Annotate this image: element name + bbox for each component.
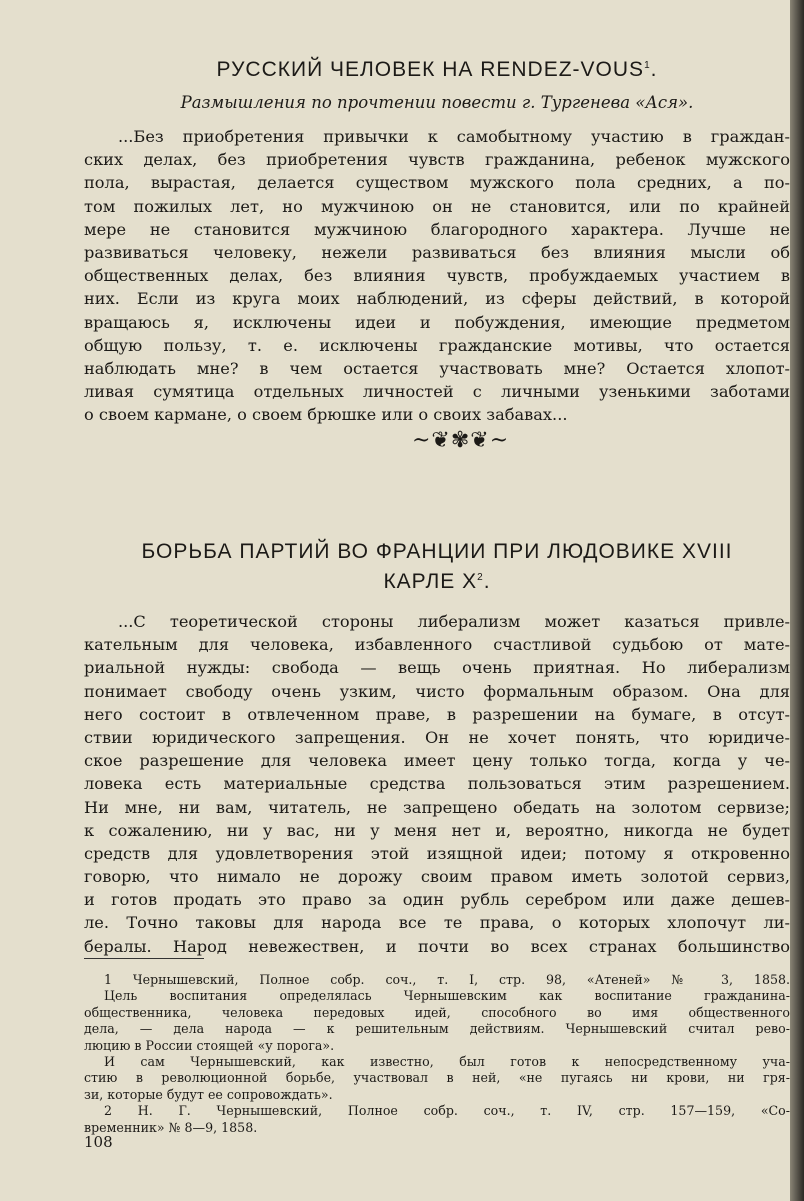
text-line: вращаюсь я, исключены идеи и побуждения, имеющие предметом: [84, 312, 790, 332]
footnote-line: И сам Чернышевский, как известно, был готов к непосредственному уча-: [104, 1053, 790, 1069]
text-line: бералы. Народ невежествен, и почти во всех странах большинство: [84, 936, 790, 956]
text-line: ...С теоретической стороны либерализм может казаться привле-: [118, 612, 790, 631]
footnote-line: общественника, человека передовых идей, способного во имя общественного: [84, 1004, 790, 1020]
page-number: 108: [84, 1133, 113, 1151]
footnote-line: дела, — дела народа — к решительным действиям. Чернышевский считал рево-: [84, 1021, 790, 1037]
text-line: развиваться человеку, нежели развиваться без влияния мысли об: [84, 242, 790, 262]
footnotes: [84, 972, 790, 1136]
footnote-line: стию в революционной борьбе, участвовал в ней, «не пугаясь ни крови, ни гря-: [84, 1070, 790, 1086]
footnote-ref-1: 1: [644, 60, 651, 71]
text-line: и готов продать это право за один рубль серебром или даже дешев-: [84, 890, 790, 910]
text-line: говорю, что нимало не дорожу своим правом иметь золотой сервиз,: [84, 867, 790, 887]
footnote-line: зи, которые будут ее сопровождать».: [84, 1086, 333, 1102]
text-line: ское разрешение для человека имеет цену только тогда, когда у че-: [84, 751, 790, 771]
footnote-line: временник» № 8—9, 1858.: [84, 1119, 258, 1135]
text-line: общую пользу, т. е. исключены гражданские мотивы, что остается: [84, 335, 790, 355]
text-line: общественных делах, без влияния чувств, пробуждаемых участием в: [84, 266, 790, 286]
text-line: ских делах, без приобретения чувств гражданина, ребенок мужского: [84, 150, 790, 170]
text-line: пола, вырастая, делается существом мужского пола средних, а по-: [84, 173, 790, 193]
footnote-line: 1 Чернышевский, Полное собр. соч., т. I, стр. 98, «Атеней» № 3, 1858.: [104, 972, 790, 987]
text-line: том пожилых лет, но мужчиною он не становится, или по крайней: [84, 196, 790, 216]
footnote-ref-2: 2: [477, 572, 484, 583]
section2-title-text: КАРЛЕ X: [383, 570, 478, 593]
text-line: них. Если из круга моих наблюдений, из сферы действий, в которой: [84, 289, 790, 309]
section1-title: РУССКИЙ ЧЕЛОВЕК НА RENDEZ-VOUS$^1$.: [216, 58, 658, 81]
text-line: средств для удовлетворения этой изящной идеи; потому я откровенно: [84, 843, 790, 863]
text-line: него состоит в отвлеченном праве, в разрешении на бумаге, в отсут-: [84, 704, 790, 724]
text-line: мере не становится мужчиною благородного характера. Лучше не: [84, 219, 790, 239]
footnote-line: люцию в России стоящей «у порога».: [84, 1037, 335, 1053]
text-line: о своем кармане, о своем брюшке или о своих забавах...: [84, 405, 568, 425]
section1-title-text: РУССКИЙ ЧЕЛОВЕК НА RENDEZ-VOUS: [216, 58, 645, 81]
section1-body: [84, 125, 790, 426]
section2-title-line1: БОРЬБА ПАРТИЙ ВО ФРАНЦИИ ПРИ ЛЮДОВИКЕ XVIII: [141, 540, 733, 563]
text-line: ствии юридического запрещения. Он не хочет понять, что юридиче-: [84, 727, 790, 747]
page-edge-shadow: [790, 0, 804, 1201]
text-line: ловека есть материальные средства пользоваться этим разрешением.: [84, 774, 790, 794]
footnote-rule: [84, 958, 204, 959]
text-line: ливая сумятица отдельных личностей с личными узенькими заботами: [84, 382, 790, 402]
section2-title-line2: КАРЛЕ $X^2$.: [383, 570, 491, 593]
text-line: кательным для человека, избавленного счастливой судьбою от мате-: [84, 635, 790, 655]
footnote-line: 2 Н. Г. Чернышевский, Полное собр. соч., т. IV, стр. 157—159, «Со-: [104, 1103, 790, 1119]
text-line: наблюдать мне? в чем остается участвовать мне? Остается хлопот-: [84, 358, 790, 378]
text-line: понимает свободу очень узким, чисто формальным образом. Она для: [84, 681, 790, 701]
text-line: риальной нужды: свобода — вещь очень приятная. Но либерализм: [84, 658, 790, 678]
text-line: к сожалению, ни у вас, ни у меня нет и, вероятно, никогда не будет: [84, 820, 790, 840]
footnote-line: Цель воспитания определялась Чернышевским как воспитание гражданина-: [104, 988, 790, 1004]
text-line: ...Без приобретения привычки к самобытному участию в граждан-: [118, 127, 790, 146]
section2-body: [84, 610, 790, 958]
section1-subtitle: Размышления по прочтении повести г. Тургенева «Ася».: [180, 93, 694, 112]
text-line: Ни мне, ни вам, читатель, не запрещено обедать на золотом сервизе;: [84, 797, 790, 817]
ornament-divider: ~❦✾❦~: [412, 428, 510, 453]
text-line: ле. Точно таковы для народа все те права, о которых хлопочут ли-: [84, 913, 790, 933]
